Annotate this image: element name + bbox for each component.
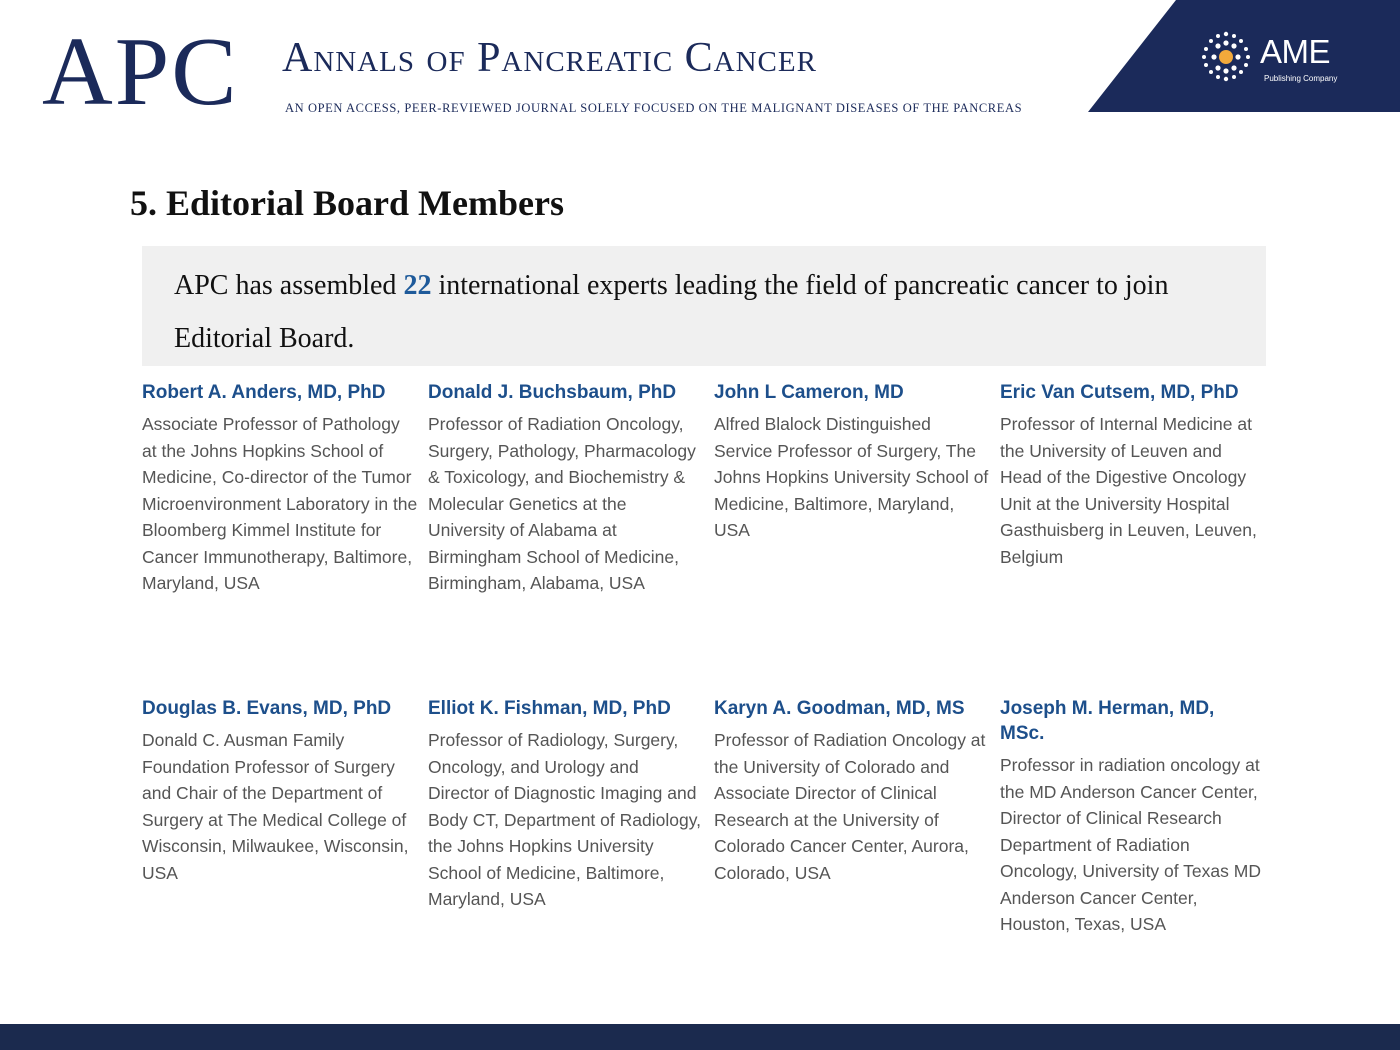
member-card xyxy=(428,696,714,996)
journal-tagline: AN OPEN ACCESS, PEER-REVIEWED JOURNAL SOLELY FOCUSED ON THE MALIGNANT DISEASES OF THE PANCREAS xyxy=(285,101,1023,115)
member-card xyxy=(1000,380,1272,696)
member-name: Eric Van Cutsem, MD, PhD xyxy=(1000,382,1239,403)
journal-title: Annals of Pancreatic Cancer xyxy=(282,35,817,81)
ame-dots-icon xyxy=(1196,28,1256,84)
member-description: Associate Professor of Pathology at the Johns Hopkins School of Medicine, Co-director of the Tumor Microenvironment Laboratory in the Bloomberg Kimmel Institute for Cancer Immunotherapy, Baltimore, Maryland, USA xyxy=(142,414,418,593)
member-description: Professor of Radiation Oncology, Surgery, Pathology, Pharmacology & Toxicology, and Biochemistry & Molecular Genetics at the University of Alabama at Birmingham School of Medicine, Birmingham, Alabama, USA xyxy=(428,414,696,593)
member-card xyxy=(428,380,714,696)
member-description: Alfred Blalock Distinguished Service Professor of Surgery, The Johns Hopkins University School of Medicine, Baltimore, Maryland, USA xyxy=(714,414,989,540)
member-name: Karyn A. Goodman, MD, MS xyxy=(714,698,965,719)
member-description: Donald C. Ausman Family Foundation Professor of Surgery and Chair of the Department of Surgery at The Medical College of Wisconsin, Milwaukee, Wisconsin, USA xyxy=(142,730,409,883)
expert-count: 22 xyxy=(403,270,432,301)
member-card xyxy=(142,380,428,696)
section-title: 5. Editorial Board Members xyxy=(130,183,564,223)
ame-publisher-logo xyxy=(1196,28,1356,84)
member-name: Donald J. Buchsbaum, PhD xyxy=(428,382,677,403)
member-name: Douglas B. Evans, MD, PhD xyxy=(142,698,392,719)
ame-wordmark: AME xyxy=(1260,33,1331,70)
member-card xyxy=(1000,696,1272,996)
member-name: Joseph M. Herman, MD, MSc. xyxy=(1000,698,1215,744)
member-description: Professor in radiation oncology at the MD Anderson Cancer Center, Director of Clinical Research Department of Radiation Oncology, University of Texas MD Anderson Cancer Center, Houston, Texas, USA xyxy=(1000,755,1261,934)
journal-header xyxy=(0,0,1400,130)
intro-box xyxy=(142,246,1266,366)
member-description: Professor of Internal Medicine at the University of Leuven and Head of the Digestive Oncology Unit at the University Hospital Gasthuisberg in Leuven, Leuven, Belgium xyxy=(1000,414,1257,567)
member-name: Robert A. Anders, MD, PhD xyxy=(142,382,386,403)
intro-suffix: international experts leading the field of pancreatic cancer to join Editorial Board. xyxy=(174,270,1169,354)
member-name: Elliot K. Fishman, MD, PhD xyxy=(428,698,671,719)
intro-text xyxy=(174,259,1244,365)
member-card xyxy=(714,696,1000,996)
member-name: John L Cameron, MD xyxy=(714,382,904,403)
apc-logo: APC xyxy=(42,18,239,126)
member-description: Professor of Radiation Oncology at the University of Colorado and Associate Director of Clinical Research at the University of Colorado Cancer Center, Aurora, Colorado, USA xyxy=(714,730,986,883)
ame-subtitle: Publishing Company xyxy=(1264,74,1338,83)
editorial-board-grid xyxy=(142,380,1272,996)
member-card xyxy=(142,696,428,996)
footer-bar xyxy=(0,1024,1400,1050)
member-description: Professor of Radiology, Surgery, Oncology, and Urology and Director of Diagnostic Imaging and Body CT, Department of Radiology, the Johns Hopkins University School of Medicine, Baltimore, Maryland, USA xyxy=(428,730,702,909)
member-card xyxy=(714,380,1000,696)
intro-prefix: APC has assembled xyxy=(174,270,404,301)
